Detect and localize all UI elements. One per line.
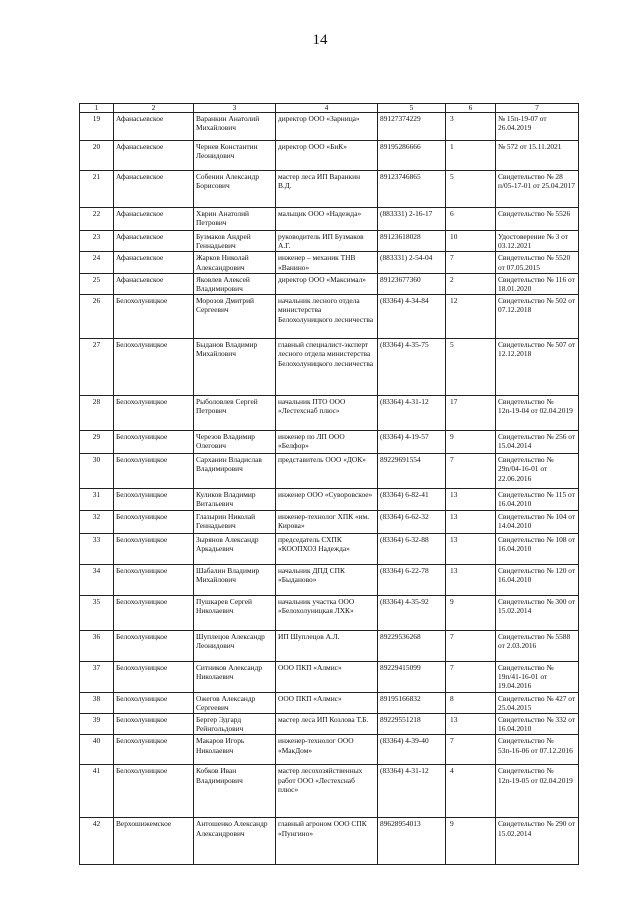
column-header: 6 [446, 104, 496, 113]
district-cell: Белохолуницкое [114, 765, 194, 818]
document-cell: Свидетельство № 104 от 14.04.2010 [496, 510, 579, 533]
phone-cell: 89123746865 [378, 171, 446, 208]
name-cell: Чернев Константин Леонидович [194, 141, 276, 171]
district-cell: Белохолуницкое [114, 510, 194, 533]
table-row [80, 510, 579, 533]
phone-cell: 89229415099 [378, 661, 446, 692]
position-cell: начальник участка ООО «Белохолуницкая ЛХК» [276, 595, 378, 630]
count-cell: 5 [446, 339, 496, 396]
position-cell: директор ООО «Зарница» [276, 113, 378, 141]
position-cell: представитель ООО «ДОК» [276, 454, 378, 489]
column-header: 2 [114, 104, 194, 113]
row-number: 39 [80, 714, 114, 735]
row-number: 41 [80, 765, 114, 818]
name-cell: Рыболовлев Сергей Петрович [194, 396, 276, 431]
document-cell: № 572 от 15.11.2021 [496, 141, 579, 171]
row-number: 35 [80, 595, 114, 630]
count-cell: 7 [446, 454, 496, 489]
table-row [80, 396, 579, 431]
row-number: 25 [80, 273, 114, 294]
phone-cell: (83364) 4-31-12 [378, 396, 446, 431]
position-cell: ООО ПКП «Алмис» [276, 692, 378, 713]
count-cell: 5 [446, 171, 496, 208]
phone-cell: (83364) 4-19-57 [378, 431, 446, 454]
count-cell: 1 [446, 141, 496, 171]
document-cell: Свидетельство № 115 от 16.04.2010 [496, 489, 579, 510]
table-row [80, 595, 579, 630]
phone-cell: 89127374229 [378, 113, 446, 141]
position-cell: директор ООО «Максимал» [276, 273, 378, 294]
district-cell: Афанасьевское [114, 252, 194, 273]
table-row [80, 431, 579, 454]
count-cell: 13 [446, 564, 496, 595]
name-cell: Пушкарев Сергей Николаевич [194, 595, 276, 630]
document-cell: Свидетельство № 502 от 07.12.2018 [496, 295, 579, 339]
row-number: 22 [80, 208, 114, 231]
row-number: 27 [80, 339, 114, 396]
count-cell: 9 [446, 431, 496, 454]
name-cell: Варанкин Анатолий Михайлович [194, 113, 276, 141]
position-cell: мальщик ООО «Надежда» [276, 208, 378, 231]
name-cell: Морозов Дмитрий Сергеевич [194, 295, 276, 339]
phone-cell: 89229691554 [378, 454, 446, 489]
district-cell: Белохолуницкое [114, 630, 194, 661]
phone-cell: (83364) 6-22-78 [378, 564, 446, 595]
count-cell: 9 [446, 818, 496, 865]
count-cell: 8 [446, 692, 496, 713]
document-cell: Свидетельство № 5588 от 2.03.2016 [496, 630, 579, 661]
phone-cell: 89195286666 [378, 141, 446, 171]
district-cell: Белохолуницкое [114, 595, 194, 630]
name-cell: Глазырин Николай Геннадьевич [194, 510, 276, 533]
phone-cell: (83364) 4-31-12 [378, 765, 446, 818]
document-cell: Свидетельство № 256 от 15.04.2014 [496, 431, 579, 454]
district-cell: Афанасьевское [114, 171, 194, 208]
name-cell: Ожегов Александр Сергеевич [194, 692, 276, 713]
count-cell: 4 [446, 765, 496, 818]
table-row [80, 171, 579, 208]
document-cell: Свидетельство № 108 от 16.04.2010 [496, 533, 579, 564]
district-cell: Белохолуницкое [114, 661, 194, 692]
count-cell: 17 [446, 396, 496, 431]
table-row [80, 489, 579, 510]
table-row [80, 252, 579, 273]
position-cell: мастер леса ИП Варанкин В.Д. [276, 171, 378, 208]
count-cell: 13 [446, 510, 496, 533]
name-cell: Зырянов Александр Аркадьевич [194, 533, 276, 564]
phone-cell: 89123618028 [378, 231, 446, 252]
position-cell: мастер леса ИП Козлова Т.Б. [276, 714, 378, 735]
row-number: 32 [80, 510, 114, 533]
position-cell: инженер-технолог ООО «МакДом» [276, 735, 378, 765]
name-cell: Быданов Владимир Михайлович [194, 339, 276, 396]
table-row [80, 454, 579, 489]
table-row [80, 714, 579, 735]
column-header: 4 [276, 104, 378, 113]
document-cell: Удостоверение № 3 от 03.12.2021 [496, 231, 579, 252]
table-row [80, 113, 579, 141]
phone-cell: 89628954013 [378, 818, 446, 865]
count-cell: 13 [446, 533, 496, 564]
district-cell: Афанасьевское [114, 141, 194, 171]
position-cell: инженер – механик ТНВ «Ванино» [276, 252, 378, 273]
position-cell: начальник лесного отдела министерства Белохолуницкого лесничества [276, 295, 378, 339]
document-cell: Свидетельство № 427 от 25.04.2015 [496, 692, 579, 713]
count-cell: 7 [446, 661, 496, 692]
document-cell: Свидетельство № 5526 [496, 208, 579, 231]
document-cell: № 15п-19-07 от 26.04.2019 [496, 113, 579, 141]
name-cell: Ситников Александр Николаевич [194, 661, 276, 692]
count-cell: 3 [446, 113, 496, 141]
specialists-table [79, 103, 579, 865]
phone-cell: (883331) 2-16-17 [378, 208, 446, 231]
district-cell: Белохолуницкое [114, 339, 194, 396]
count-cell: 7 [446, 630, 496, 661]
name-cell: Макаров Игорь Николаевич [194, 735, 276, 765]
row-number: 20 [80, 141, 114, 171]
position-cell: ООО ПКП «Алмис» [276, 661, 378, 692]
column-header: 1 [80, 104, 114, 113]
name-cell: Шуплецов Александр Леонидович [194, 630, 276, 661]
position-cell: ИП Шуплецов А.Л. [276, 630, 378, 661]
district-cell: Белохолуницкое [114, 489, 194, 510]
count-cell: 2 [446, 273, 496, 294]
row-number: 33 [80, 533, 114, 564]
position-cell: главный специалист-эксперт лесного отдела министерства Белохолуницкого лесничества [276, 339, 378, 396]
name-cell: Сарханин Владислав Владимирович [194, 454, 276, 489]
table-row [80, 692, 579, 713]
row-number: 23 [80, 231, 114, 252]
position-cell: инженер-технолог ХПК «им. Кирова» [276, 510, 378, 533]
phone-cell: (83364) 4-34-84 [378, 295, 446, 339]
column-header: 7 [496, 104, 579, 113]
row-number: 40 [80, 735, 114, 765]
row-number: 30 [80, 454, 114, 489]
position-cell: инженер по ЛП ООО «Белфор» [276, 431, 378, 454]
phone-cell: 89123677360 [378, 273, 446, 294]
phone-cell: (83364) 6-62-32 [378, 510, 446, 533]
phone-cell: (883331) 2-54-04 [378, 252, 446, 273]
position-cell: председатель СХПК «КООПХОЗ Надежда» [276, 533, 378, 564]
position-cell: начальник ПТО ООО «Лестехснаб плюс» [276, 396, 378, 431]
table-row [80, 661, 579, 692]
table-row [80, 735, 579, 765]
district-cell: Белохолуницкое [114, 533, 194, 564]
district-cell: Белохолуницкое [114, 564, 194, 595]
count-cell: 7 [446, 735, 496, 765]
row-number: 37 [80, 661, 114, 692]
row-number: 24 [80, 252, 114, 273]
row-number: 26 [80, 295, 114, 339]
row-number: 31 [80, 489, 114, 510]
column-header: 3 [194, 104, 276, 113]
position-cell: руководитель ИП Бузмаков А.Г. [276, 231, 378, 252]
district-cell: Афанасьевское [114, 113, 194, 141]
document-cell: Свидетельство № 5520 от 07.05.2015 [496, 252, 579, 273]
district-cell: Афанасьевское [114, 208, 194, 231]
document-cell: Свидетельство № 29п/04-16-01 от 22.06.2016 [496, 454, 579, 489]
phone-cell: (83364) 4-35-92 [378, 595, 446, 630]
document-cell: Свидетельство № 12п-19-04 от 02.04.2019 [496, 396, 579, 431]
row-number: 42 [80, 818, 114, 865]
district-cell: Белохолуницкое [114, 396, 194, 431]
district-cell: Белохолуницкое [114, 692, 194, 713]
phone-cell: (83364) 6-82-41 [378, 489, 446, 510]
row-number: 21 [80, 171, 114, 208]
name-cell: Бергер Эдгард Рейнгольдович [194, 714, 276, 735]
name-cell: Шабалин Владимир Михайлович [194, 564, 276, 595]
district-cell: Афанасьевское [114, 231, 194, 252]
row-number: 19 [80, 113, 114, 141]
count-cell: 12 [446, 295, 496, 339]
position-cell: мастер лесохозяйственных работ ООО «Лестехснаб плюс» [276, 765, 378, 818]
table-row [80, 273, 579, 294]
position-cell: начальник ДПД СПК «Быданово» [276, 564, 378, 595]
table-row [80, 208, 579, 231]
table-row [80, 141, 579, 171]
table-row [80, 630, 579, 661]
position-cell: главный агроном ООО СПК «Пунгино» [276, 818, 378, 865]
count-cell: 6 [446, 208, 496, 231]
phone-cell: 89229551218 [378, 714, 446, 735]
district-cell: Белохолуницкое [114, 295, 194, 339]
document-cell: Свидетельство № 120 от 16.04.2010 [496, 564, 579, 595]
table-row [80, 231, 579, 252]
district-cell: Белохолуницкое [114, 454, 194, 489]
count-cell: 13 [446, 489, 496, 510]
document-cell: Свидетельство № 300 от 15.02.2014 [496, 595, 579, 630]
district-cell: Белохолуницкое [114, 735, 194, 765]
phone-cell: (83364) 4-39-40 [378, 735, 446, 765]
document-cell: Свидетельство № 290 от 15.02.2014 [496, 818, 579, 865]
table-row [80, 765, 579, 818]
name-cell: Куликов Владимир Витальевич [194, 489, 276, 510]
position-cell: директор ООО «БиК» [276, 141, 378, 171]
name-cell: Бузмаков Андрей Геннадьевич [194, 231, 276, 252]
document-cell: Свидетельство № 28 п/05-17-01 от 25.04.2017 [496, 171, 579, 208]
district-cell: Белохолуницкое [114, 431, 194, 454]
count-cell: 10 [446, 231, 496, 252]
row-number: 29 [80, 431, 114, 454]
table-row [80, 295, 579, 339]
row-number: 34 [80, 564, 114, 595]
district-cell: Афанасьевское [114, 273, 194, 294]
table-row [80, 818, 579, 865]
name-cell: Хврин Анатолий Петрович [194, 208, 276, 231]
count-cell: 9 [446, 595, 496, 630]
table-row [80, 339, 579, 396]
count-cell: 13 [446, 714, 496, 735]
phone-cell: 89229536268 [378, 630, 446, 661]
name-cell: Собенин Александр Борисович [194, 171, 276, 208]
name-cell: Антошенко Александр Александрович [194, 818, 276, 865]
name-cell: Кобков Иван Владимирович [194, 765, 276, 818]
table-row [80, 564, 579, 595]
document-cell: Свидетельство № 53п-16-06 от 07.12.2016 [496, 735, 579, 765]
document-cell: Свидетельство № 19п/41-16-01 от 19.04.2016 [496, 661, 579, 692]
phone-cell: (83364) 4-35-75 [378, 339, 446, 396]
document-cell: Свидетельство № 507 от 12.12.2018 [496, 339, 579, 396]
row-number: 36 [80, 630, 114, 661]
phone-cell: 89195166832 [378, 692, 446, 713]
column-header: 5 [378, 104, 446, 113]
document-cell: Свидетельство № 332 от 16.04.2010 [496, 714, 579, 735]
name-cell: Черезов Владимир Олегович [194, 431, 276, 454]
district-cell: Верхошижемское [114, 818, 194, 865]
position-cell: инженер ООО «Суворовское» [276, 489, 378, 510]
count-cell: 7 [446, 252, 496, 273]
phone-cell: (83364) 6-32-88 [378, 533, 446, 564]
row-number: 28 [80, 396, 114, 431]
document-cell: Свидетельство № 116 от 18.01.2020 [496, 273, 579, 294]
name-cell: Яковлев Алексей Владимирович [194, 273, 276, 294]
header-row [80, 104, 579, 113]
table-row [80, 533, 579, 564]
page-number: 14 [312, 32, 328, 48]
district-cell: Белохолуницкое [114, 714, 194, 735]
row-number: 38 [80, 692, 114, 713]
document-cell: Свидетельство № 12п-19-05 от 02.04.2019 [496, 765, 579, 818]
name-cell: Жарков Николай Александрович [194, 252, 276, 273]
